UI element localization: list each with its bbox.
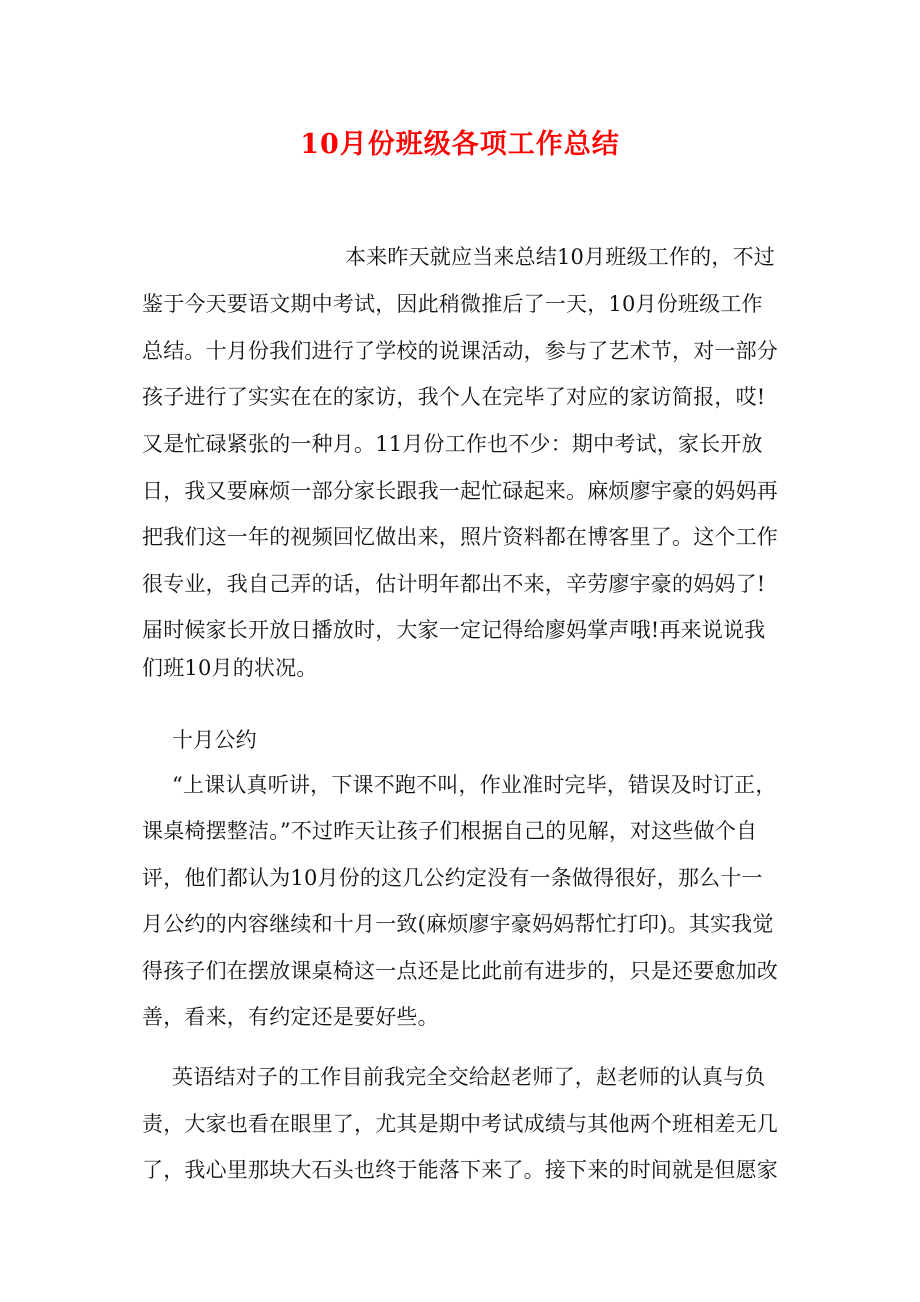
text-line: 责，大家也看在眼里了，尤其是期中考试成绩与其他两个班相差无几 <box>142 1112 778 1136</box>
text-line: 课桌椅摆整洁。”不过昨天让孩子们根据自己的见解，对这些做个自 <box>142 819 758 843</box>
text-line: 很专业，我自己弄的话，估计明年都出不来，辛劳廖宇豪的妈妈了! <box>142 572 766 596</box>
text-line: 了，我心里那块大石头也终于能落下来了。接下来的时间就是但愿家 <box>142 1158 778 1182</box>
text-line: 本来昨天就应当来总结10月班级工作的，不过 <box>345 245 775 269</box>
text-line: 日，我又要麻烦一部分家长跟我一起忙碌起来。麻烦廖宇豪的妈妈再 <box>142 479 778 503</box>
text-line: 鉴于今天要语文期中考试，因此稍微推后了一天，10月份班级工作 <box>142 292 763 316</box>
text-line: 又是忙碌紧张的一种月。11月份工作也不少：期中考试，家长开放 <box>142 432 763 456</box>
text-line: 善，看来，有约定还是要好些。 <box>142 1005 439 1029</box>
section-heading: 十月公约 <box>172 728 257 752</box>
text-line: 们班10月的状况。 <box>142 656 318 680</box>
text-line: 英语结对子的工作目前我完全交给赵老师了，赵老师的认真与负 <box>172 1065 766 1089</box>
text-line: “上课认真听讲，下课不跑不叫，作业准时完毕，错误及时订正， <box>172 773 777 797</box>
text-line: 得孩子们在摆放课桌椅这一点还是比此前有进步的，只是还要愈加改 <box>142 959 778 983</box>
text-line: 评，他们都认为10月份的这几公约定没有一条做得很好，那么十一 <box>142 866 763 890</box>
document-title: 10月份班级各项工作总结 <box>300 129 620 160</box>
text-line: 届时候家长开放日播放时，大家一定记得给廖妈掌声哦!再来说说我 <box>142 618 766 642</box>
text-line: 总结。十月份我们进行了学校的说课活动，参与了艺术节，对一部分 <box>142 339 778 363</box>
text-line: 孩子进行了实实在在的家访，我个人在完毕了对应的家访简报，哎! <box>142 385 766 409</box>
text-line: 把我们这一年的视频回忆做出来，照片资料都在博客里了。这个工作 <box>142 525 778 549</box>
text-line: 月公约的内容继续和十月一致(麻烦廖宇豪妈妈帮忙打印)。其实我觉 <box>142 912 774 936</box>
